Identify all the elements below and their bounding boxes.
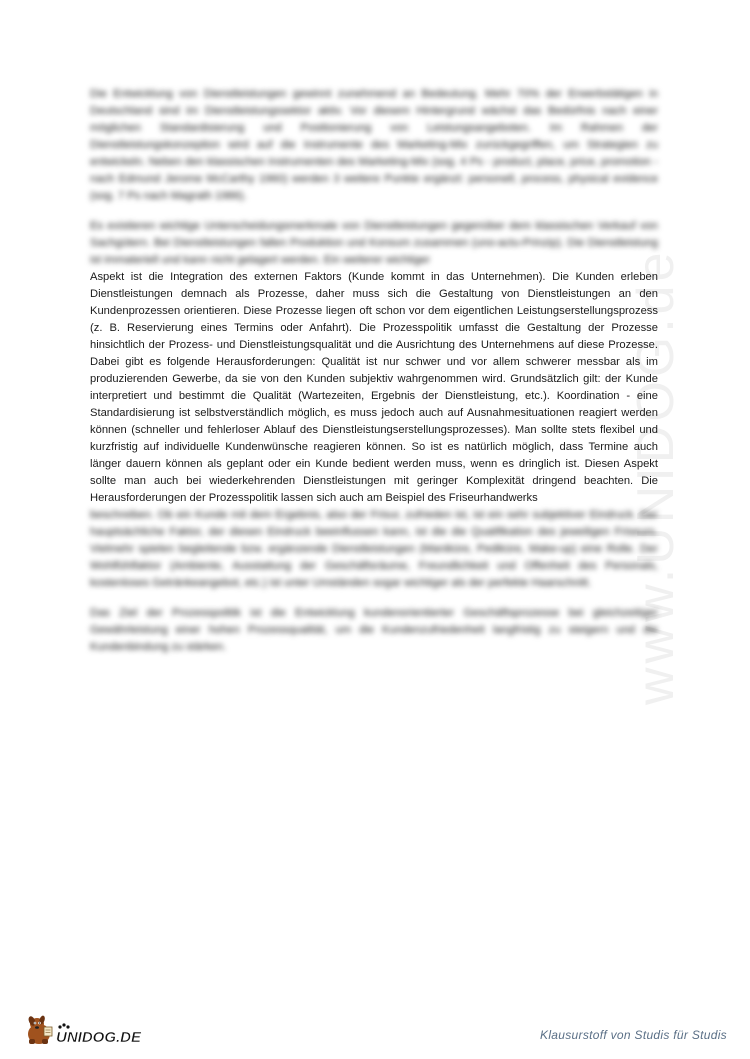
paragraph-service-characteristics <box>90 218 658 592</box>
blurred-paragraph-tail: beschreiben. Ob ein Kunde mit dem Ergebnis, also der Frisur, zufrieden ist, ist ein sehr subjektiver Eindruck. Der hauptsächliche Faktor, der diesen Eindruck beeinflussen kann, ist die die Qualifikation des jeweiligen Friseurs. Vielmehr spielen begleitende bzw. ergänzende Dienstleistungen (Maniküre, Pediküre, Make-up) eine Rolle. Der Wohlfühlfaktor (Ambiente, Ausstattung der Geschäftsräume, Freundlichkeit und Offenheit des Personals, kostenloses Getränkeangebot, etc.) ist unter Umständen sogar wichtiger als der perfekte Haarschnitt. <box>90 509 658 589</box>
visible-text-block: Aspekt ist die Integration des externen Faktors (Kunde kommt in das Unternehmen). Die Kunden erleben Dienstleistungen demnach als Prozesse, daher muss sich die Gestaltung von Dienstleistungen an den Kundenprozessen orientieren. Diese Prozesse liegen oft schon vor dem eigentlichen Leistungserstellungsprozess (z. B. Reservierung eines Termins oder Anfahrt). Die Prozesspolitik umfasst die Gestaltung der Prozesse hinsichtlich der Prozess- und Dienstleistungsqualität und die Ausrichtung des Unternehmens auf diese Prozesse. Dabei gibt es folgende Herausforderungen: Qualität ist nur schwer und vor allem schwerer messbar als im produzierenden Gewerbe, da sie von den Kunden subjektiv wahrgenommen wird. Grundsätzlich gilt: der Kunde interpretiert und bestimmt die Qualität (Wartezeiten, Ergebnis der Dienstleistung, etc.). Koordination - eine Standardisierung ist selbstverständlich möglich, es muss jedoch auch auf Ausnahmesituationen reagiert werden können (schneller und fehlerloser Ablauf des Dienstleistungserstellungsprozesses). Man sollte stets flexibel und kurzfristig auf individuelle Kundenwünsche reagieren können. So ist es natürlich möglich, dass Termine auch länger dauern können als geplant oder ein Kunde bedient werden muss, wenn es dringlich ist. Diesen Aspekt sollte man auch bei wiederkehrenden Dienstleistungen mit geringer Komplexität dringend beachten. Die Herausforderungen der Prozesspolitik lassen sich auch am Beispiel des Friseurhandwerks <box>90 271 658 504</box>
blurred-paragraph-intro: Die Entwicklung von Dienstleistungen gewinnt zunehmend an Bedeutung. Mehr 70% der Erwerbstätigen in Deutschland sind im Dienstleistungssektor aktiv. Vor diesem Hintergrund wächst das Bedürfnis nach einer möglichen Standardisierung und Positionierung von Leistungsangeboten. Im Rahmen der Dienstleistungskonzeption wird auf die Instrumente des Marketing-Mix zurückgegriffen, um Strategien zu entwickeln. Neben den klassischen Instrumenten des Marketing-Mix (sog. 4 Ps - product, place, price, promotion - nach Edmund Jerome McCarthy 1960) werden 3 weitere Punkte ergänzt: personell, process, physical evidence (sog. 7 Ps nach Magrath 1986). <box>90 88 658 202</box>
dog-mascot-icon <box>27 1015 52 1044</box>
unidog-logo[interactable] <box>24 1010 154 1048</box>
logo-text: UNIDOG.DE <box>56 1029 142 1046</box>
blurred-paragraph-conclusion: Das Ziel der Prozesspolitik ist die Entwicklung kundenorientierter Geschäftsprozesse bei gleichzeitiger Gewährleistung einer hohen Prozessqualität, um die Kundenzufriedenheit langfristig zu steigern und die Kundenbindung zu stärken. <box>90 607 658 653</box>
blurred-paragraph-lead: Es existieren wichtige Unterscheidungsmerkmale von Dienstleistungen gegenüber dem klassischen Verkauf von Sachgütern. Bei Dienstleistungen fallen Produktion und Konsum zusammen (uno-actu-Prinzip). Die Dienstleistung ist immateriell und kann nicht gelagert werden. Ein weiterer wichtiger <box>90 220 658 266</box>
document-body <box>90 86 658 669</box>
watermark-text: www.UNIDOG.de <box>627 248 685 705</box>
footer-tagline: Klausurstoff von Studis für Studis <box>540 1028 727 1042</box>
